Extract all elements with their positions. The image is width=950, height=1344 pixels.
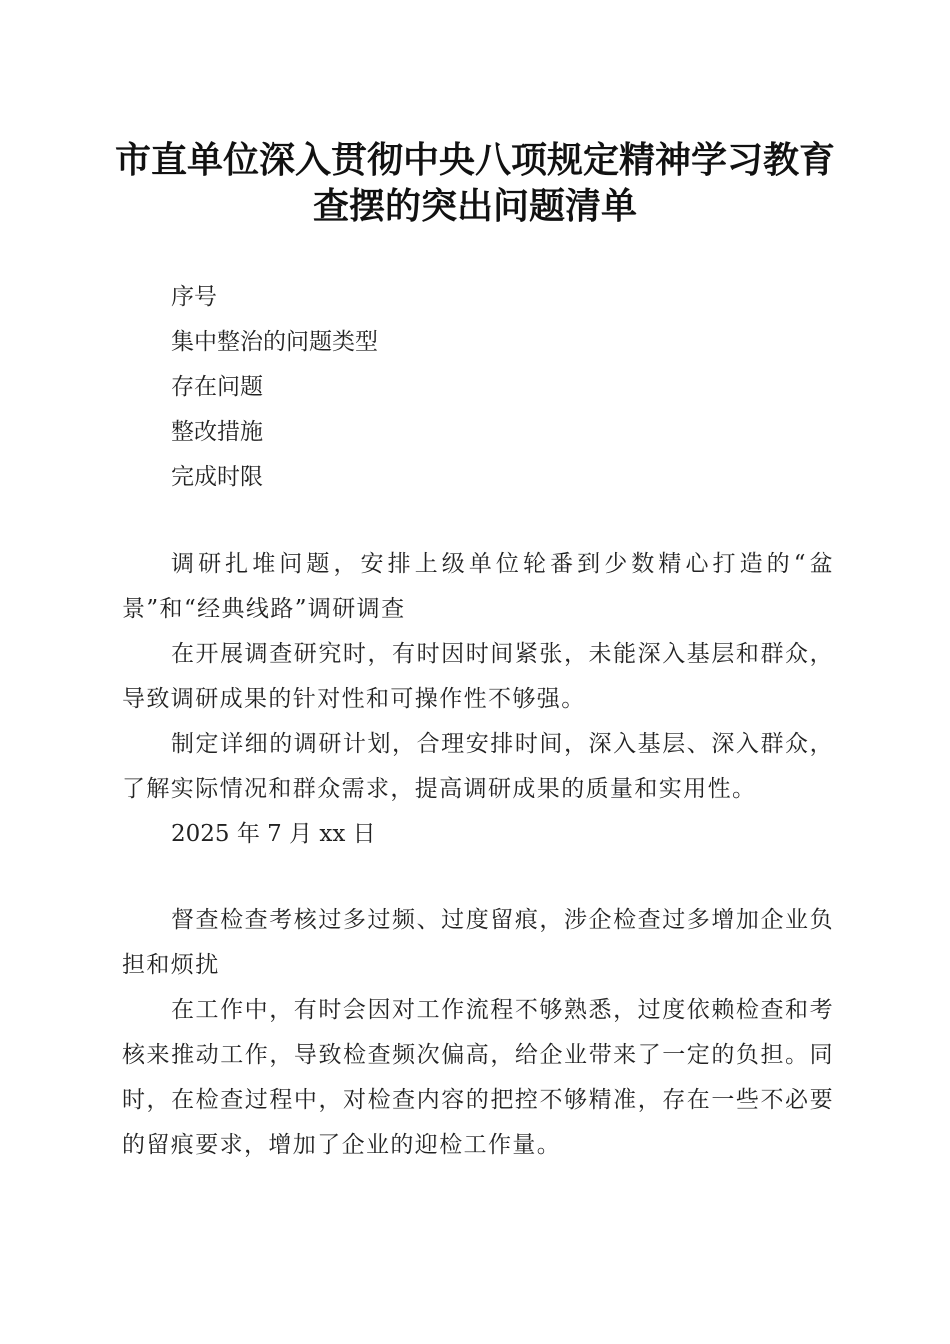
- header-existing-problem: 存在问题: [171, 374, 263, 400]
- header-problem-type: 集中整治的问题类型: [171, 329, 378, 355]
- header-rectification-measure: 整改措施: [171, 419, 263, 445]
- document-title-line-2: 查摆的突出问题清单: [312, 185, 637, 227]
- item-1-problem-type: 调研扎堆问题，安排上级单位轮番到少数精心打造的“盆景”和“经典线路”调研调查: [122, 551, 834, 622]
- document-title-line-1: 市直单位深入贯彻中央八项规定精神学习教育: [114, 139, 835, 181]
- header-deadline: 完成时限: [171, 464, 263, 490]
- item-2-existing-problem: 在工作中，有时会因对工作流程不够熟悉，过度依赖检查和考核来推动工作，导致检查频次偏高，给企业带来了一定的负担。同时，在检查过程中，对检查内容的把控不够精准，存在一些不必要的留痕要求，增加了企业的迎检工作量。: [122, 997, 834, 1158]
- item-1-deadline: 2025 年 7 月 xx 日: [171, 821, 376, 847]
- item-1-rectification-measure: 制定详细的调研计划，合理安排时间，深入基层、深入群众，了解实际情况和群众需求，提高调研成果的质量和实用性。: [122, 731, 834, 802]
- header-serial-number: 序号: [171, 284, 217, 310]
- item-1-existing-problem: 在开展调查研究时，有时因时间紧张，未能深入基层和群众，导致调研成果的针对性和可操作性不够强。: [122, 641, 834, 712]
- item-2-problem-type: 督查检查考核过多过频、过度留痕，涉企检查过多增加企业负担和烦扰: [122, 907, 834, 978]
